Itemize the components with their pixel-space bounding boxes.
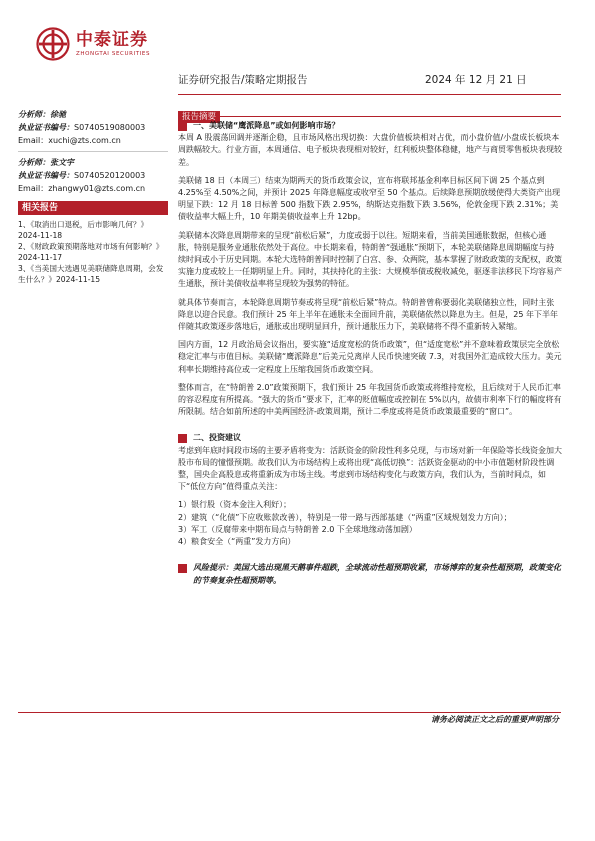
- email-label: Email：: [18, 136, 49, 145]
- report-date: 2024 年 12 月 21 日: [425, 74, 527, 86]
- analyst-2-email-row: [18, 182, 168, 195]
- related-report-title[interactable]: 3、《当美国大选遇见美联储降息周期，会发生什么？》: [18, 264, 164, 284]
- related-report-date: 2024-11-15: [55, 275, 101, 284]
- risk-warning: [178, 562, 562, 586]
- investment-item: 2）建筑（“化债”下应收账款改善），特别是一带一路与西部基建（“两重”区域规划发力方向）；: [178, 512, 512, 522]
- left-sidebar: [18, 108, 168, 285]
- summary-paragraph: 整体而言，在“特朗普 2.0”政策预期下，我们预计 25 年我国货币政策或将维持宽松，且后续对于人民币汇率的容忍程度有所提高。“强大的货币”要求下，汇率的贬值幅度或控制在 5%以内，故债市利率下行的幅度将有所限制。结合如前所述的中美两国经济-政策周期，预计二季度或将是货币政策最重要的“窗口”。: [178, 382, 562, 417]
- summary-tag: 报告摘要: [178, 111, 220, 123]
- analyst-2-name-row: [18, 156, 168, 169]
- related-reports-heading: 相关报告: [18, 201, 168, 215]
- zhongtai-logo-icon: [36, 27, 70, 61]
- analyst-label: 分析师：: [18, 110, 50, 119]
- related-report-item[interactable]: [18, 219, 168, 241]
- related-report-item[interactable]: [18, 241, 168, 263]
- section-bullet-icon: [178, 122, 187, 131]
- analyst-name: 徐驰: [50, 110, 66, 119]
- cert-label: 执业证书编号：: [18, 171, 74, 180]
- section-1-title: [178, 120, 562, 132]
- summary-paragraph: 美联储 18 日（本周三）结束为期两天的货币政策会议，宣布将联邦基金利率目标区间下调 25 个基点到 4.25%至 4.50%之间，并预计 2025 年降息幅度或收窄至 50 个基点。后续降息预期放缓使得大类资产出现明显下跌：12 月 18 日标普 500 指数下跌 2.95%，纳斯达克指数下跌 3.56%，伦敦金现下跌 2.31%；美债收益率大幅上升，10 年期美债收益率上升 12bp。: [178, 175, 561, 222]
- related-report-date: 2024-11-17: [18, 253, 63, 262]
- analyst-name: 张文宇: [50, 158, 74, 167]
- company-name-en: ZHONGTAI SECURITIES: [76, 51, 151, 57]
- company-logo: [36, 24, 150, 64]
- analyst-1-email-row: [18, 134, 168, 147]
- related-report-date: 2024-11-18: [18, 231, 63, 240]
- analyst-divider: [18, 151, 168, 152]
- email-link[interactable]: xuchi@zts.com.cn: [48, 136, 121, 145]
- investment-item: 3）军工（反腐带来中期布局点与特朗普 2.0 下全球地缘动荡加剧）: [178, 524, 417, 534]
- section-2-title-text: 二、投资建议: [193, 433, 241, 443]
- report-type-title: 证券研究报告/策略定期报告: [178, 74, 308, 86]
- email-link[interactable]: zhangwy01@zts.com.cn: [48, 184, 146, 193]
- section-bullet-icon: [178, 564, 187, 573]
- investment-item: 4）粮食安全（“两重”发力方向）: [178, 537, 296, 547]
- analyst-1-cert-row: [18, 121, 168, 134]
- section-2-title: [178, 432, 562, 444]
- summary-paragraph: 本周 A 股震荡回调并逐渐企稳，且市场风格出现切换：大盘价值板块相对占优，而小盘价值/小盘成长板块本周跌幅较大。行业方面，本周通信、电子板块表现相对较好，红利板块整体稳健，地产与商贸零售板块表现较差。: [178, 133, 562, 167]
- related-report-title[interactable]: 1、《取消出口退税，后市影响几何？》: [18, 220, 149, 229]
- cert-number: S0740519080003: [74, 123, 146, 132]
- summary-paragraph: 美联储本次降息周期带来的呈现“前松后紧”，力度或弱于以往。短期来看，当前美国通胀数据，但核心通胀，特别是服务业通胀依然处于高位。中长期来看，特朗普“强通胀”预期下，本轮美联储降息周期幅度与持续时间或小于历史同期。本轮大选特朗普同时控制了白宫、参、众两院，基本掌握了财政政策的支配权，政策实施力度或较上一任期明显上升。同时，其扶持化的主张：大规模举债或税收减免，驱逐非法移民下均容易产生通胀，预计美债收益率将呈现较为强势的特征。: [178, 230, 562, 289]
- related-report-title[interactable]: 2、《财政政策预期落地对市场有何影响？》: [18, 242, 164, 251]
- section-1-title-text: 一、美联储“鹰派降息”或如何影响市场？: [193, 121, 340, 130]
- cert-label: 执业证书编号：: [18, 123, 74, 132]
- related-reports-list: [18, 219, 168, 285]
- summary-paragraph: 就具体节奏而言，本轮降息周期节奏或将呈现“前松后紧”特点。特朗普曾称要弱化美联储独立性，同时主张降息以迎合民意。我们预计 25 年上半年在通胀未全面回升前，美联储依然以降息为主。但是，25 年下半年伴随其政策逐步落地后，通胀或出现明显回升，预计通胀压力下，美联储将不得不重新转入紧缩。: [178, 297, 558, 332]
- analyst-1-name-row: [18, 108, 168, 121]
- section-bullet-icon: [178, 434, 187, 443]
- email-label: Email：: [18, 184, 49, 193]
- related-report-item[interactable]: [18, 263, 168, 285]
- risk-label: 风险提示：: [193, 563, 233, 573]
- footer-disclaimer: 请务必阅读正文之后的重要声明部分: [431, 715, 559, 724]
- company-name-cn: 中泰证券: [76, 30, 148, 50]
- summary-header-bar: [178, 104, 561, 122]
- report-summary-body: [178, 118, 562, 587]
- risk-text: 美国大选出现黑天鹅事件超跌，全球流动性超预期收紧，市场博弈的复杂性超预期，政策变化的节奏复杂性超预期等。: [193, 563, 561, 585]
- header-divider: [178, 94, 561, 95]
- footer-divider: [18, 712, 561, 713]
- investment-item: 1）银行股（资本金注入利好）；: [178, 500, 292, 510]
- investment-intro: 考虑到年底时间段市场的主要矛盾将变为：活跃资金的阶段性利多兑现，与市场对新一年保险等长线资金加大股市布局的憧憬预期。故我们认为市场结构上或将出现“高低切换”：活跃资金驱动的中小市值题材阶段性调整，国央企高股息或将重新成为市场主线。考虑到市场结构变化与政策方向，我们认为，当前时间点，如下“低位方向”值得重点关注：: [178, 445, 562, 492]
- analyst-label: 分析师：: [18, 158, 50, 167]
- analyst-2-cert-row: [18, 169, 168, 182]
- cert-number: S0740520120003: [74, 171, 146, 180]
- summary-paragraph: 国内方面，12 月政治局会议指出，要实施“适度宽松的货币政策”，但“适度宽松”并不意味着政策层完全放松稳定汇率与市值目标。美联储“鹰派降息”后美元兑离岸人民币快速突破 7.3，对我国外汇造成较大压力。美元利率长期维持高位或一定程度上压缩我国货币政策空间。: [178, 340, 562, 374]
